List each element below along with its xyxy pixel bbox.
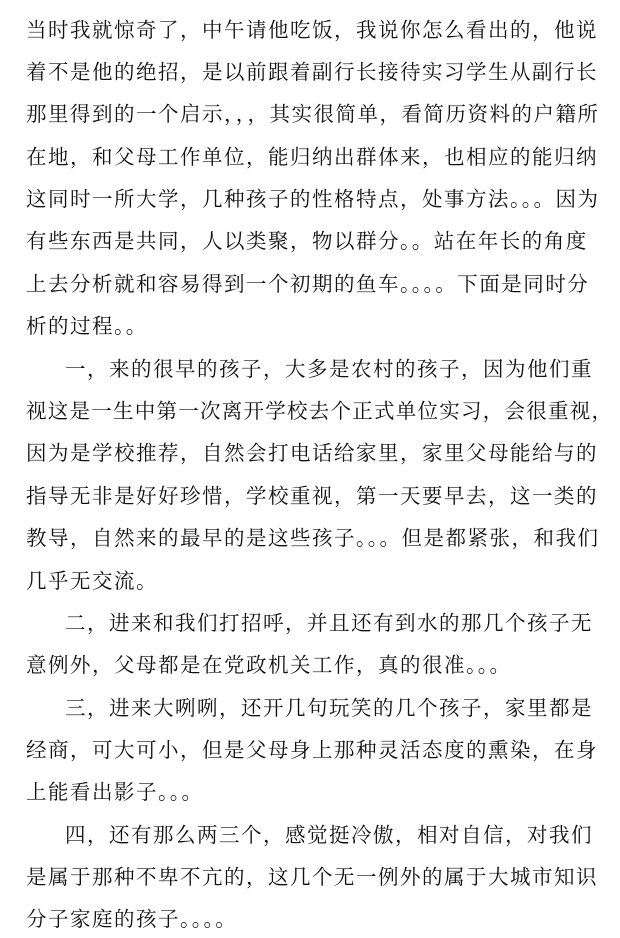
text-line: 上去分析就和容易得到一个初期的鱼车。。。。下面是同时分: [26, 272, 590, 296]
paragraph-start-line: 一，来的很早的孩子，大多是农村的孩子，因为他们重: [65, 357, 593, 381]
paragraph-start-line: 四，还有那么两三个，感觉挺冷傲，相对自信，对我们: [65, 823, 593, 847]
paragraph-start-line: 三，进来大咧咧，还开几句玩笑的几个孩子，家里都是: [65, 696, 593, 720]
text-line: 几乎无交流。: [26, 569, 158, 593]
text-line: 这同时一所大学，几种孩子的性格特点，处事方法。。。因为: [26, 187, 600, 211]
text-line: 那里得到的一个启示，，，其实很简单，看简历资料的户籍所: [26, 102, 600, 126]
paragraph-start-line: 二，进来和我们打招呼，并且还有到水的那几个孩子无: [65, 611, 593, 635]
text-line: 经商，可大可小，但是父母身上那种灵活态度的熏染，在身: [26, 738, 598, 762]
text-line: 分子家庭的孩子。。。。: [26, 907, 238, 931]
text-line: 当时我就惊奇了，中午请他吃饭，我说你怎么看出的，他说: [26, 18, 598, 42]
text-line: 视这是一生中第一次离开学校去个正式单位实习，会很重视，: [26, 399, 614, 423]
text-line: 在地，和父母工作单位，能归纳出群体来，也相应的能归纳: [26, 145, 598, 169]
text-line: 意例外，父母都是在党政机关工作，真的很准。。。: [26, 653, 512, 677]
text-line: 析的过程。。: [26, 314, 148, 338]
text-line: 上能看出影子。。。: [26, 780, 204, 804]
text-line: 是属于那种不卑不亢的，这几个无一例外的属于大城市知识: [26, 865, 598, 889]
text-line: 着不是他的绝招，是以前跟着副行长接待实习学生从副行长: [26, 60, 598, 84]
text-line: 指导无非是好好珍惜，学校重视，第一天要早去，这一类的: [26, 484, 598, 508]
text-line: 因为是学校推荐，自然会打电话给家里，家里父母能给与的: [26, 441, 598, 465]
text-line: 教导，自然来的最早的是这些孩子。。。但是都紧张，和我们: [26, 526, 600, 550]
text-line: 有些东西是共同，人以类聚，物以群分。。站在年长的角度: [26, 229, 588, 253]
